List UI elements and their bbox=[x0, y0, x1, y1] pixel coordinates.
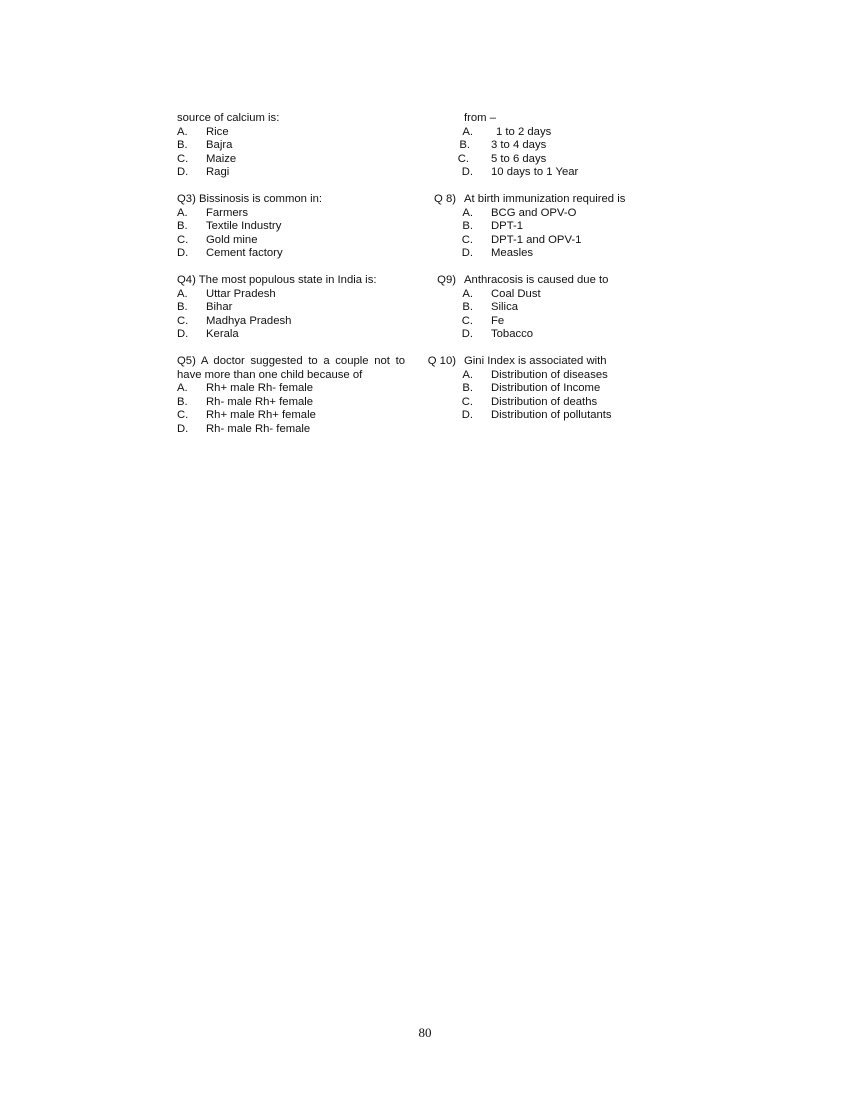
option-text: Kerala bbox=[206, 328, 239, 340]
option-letter: A. bbox=[462, 125, 473, 138]
option-letter: C. bbox=[457, 152, 469, 165]
option-a bbox=[177, 288, 417, 302]
question-text: At birth immunization required is bbox=[464, 193, 626, 205]
option-text: Rh- male Rh+ female bbox=[206, 395, 314, 408]
option-text: Textile Industry bbox=[206, 220, 282, 232]
option-b bbox=[410, 382, 650, 396]
question-number: Q9) bbox=[437, 274, 456, 286]
option-letter: C. bbox=[177, 233, 189, 246]
option-d bbox=[177, 328, 417, 342]
option-c bbox=[410, 234, 650, 248]
option-text: Distribution of diseases bbox=[491, 368, 608, 381]
question-text: Q3) Bissinosis is common in: bbox=[177, 193, 323, 205]
option-d bbox=[177, 423, 417, 437]
option-c bbox=[410, 396, 650, 410]
option-letter: D. bbox=[177, 328, 189, 340]
option-letter: B. bbox=[462, 220, 473, 232]
option-b bbox=[410, 220, 650, 234]
option-a bbox=[410, 288, 650, 302]
option-letter: D. bbox=[177, 247, 189, 259]
option-text: Rice bbox=[206, 125, 229, 138]
option-letter: D. bbox=[461, 328, 473, 340]
option-text: Tobacco bbox=[491, 328, 534, 340]
option-letter: A. bbox=[462, 287, 473, 300]
option-text: Measles bbox=[491, 247, 534, 259]
question-text: source of calcium is: bbox=[177, 112, 280, 124]
option-text: 3 to 4 days bbox=[491, 139, 547, 151]
option-c bbox=[177, 315, 417, 329]
question-block-q3 bbox=[177, 193, 417, 261]
option-letter: D. bbox=[461, 409, 473, 421]
question-block-q9 bbox=[410, 274, 650, 342]
option-text: Rh+ male Rh- female bbox=[206, 382, 314, 394]
option-c bbox=[177, 409, 417, 423]
option-letter: C. bbox=[177, 409, 189, 421]
option-letter: C. bbox=[461, 314, 473, 327]
option-b bbox=[177, 220, 417, 234]
option-text: Rh- male Rh- female bbox=[206, 422, 311, 435]
option-d bbox=[410, 409, 650, 423]
option-b bbox=[177, 139, 417, 153]
question-text: Gini Index is associated with bbox=[464, 355, 607, 367]
option-letter: B. bbox=[177, 139, 188, 151]
option-letter: A. bbox=[177, 125, 188, 138]
option-a bbox=[177, 382, 417, 396]
option-letter: C. bbox=[461, 395, 473, 408]
right-column bbox=[410, 112, 650, 436]
option-letter: A. bbox=[177, 287, 188, 300]
option-text: Farmers bbox=[206, 206, 249, 219]
option-text: 1 to 2 days bbox=[496, 125, 552, 138]
option-text: Bajra bbox=[206, 139, 233, 151]
option-text: Maize bbox=[206, 152, 237, 165]
option-text: DPT-1 and OPV-1 bbox=[491, 233, 582, 246]
option-c bbox=[410, 153, 650, 167]
option-letter: B. bbox=[462, 301, 473, 313]
question-block-q4 bbox=[177, 274, 417, 342]
option-letter: A. bbox=[462, 368, 473, 381]
left-column bbox=[177, 112, 417, 450]
option-letter: B. bbox=[177, 395, 188, 408]
question-block-q5 bbox=[177, 355, 417, 436]
option-d bbox=[177, 166, 417, 180]
option-text: Distribution of pollutants bbox=[491, 409, 612, 421]
option-a bbox=[177, 126, 417, 140]
option-text: 10 days to 1 Year bbox=[491, 166, 579, 178]
option-letter: D. bbox=[461, 166, 473, 178]
option-letter: B. bbox=[459, 139, 470, 151]
question-text: from – bbox=[464, 112, 497, 124]
option-text: Ragi bbox=[206, 166, 230, 178]
option-b bbox=[410, 139, 650, 153]
option-d bbox=[177, 247, 417, 261]
option-a bbox=[410, 126, 650, 140]
option-c bbox=[177, 234, 417, 248]
option-a bbox=[177, 207, 417, 221]
question-number: Q 8) bbox=[434, 193, 456, 205]
option-letter: D. bbox=[461, 247, 473, 259]
page-number: 80 bbox=[418, 1025, 432, 1040]
option-c bbox=[410, 315, 650, 329]
option-text: BCG and OPV-O bbox=[491, 206, 577, 219]
question-block-q7-continued bbox=[410, 112, 650, 180]
option-letter: A. bbox=[177, 382, 188, 394]
option-text: Distribution of deaths bbox=[491, 395, 598, 408]
option-text: Madhya Pradesh bbox=[206, 314, 292, 327]
option-a bbox=[410, 207, 650, 221]
option-letter: C. bbox=[177, 152, 189, 165]
option-d bbox=[410, 166, 650, 180]
option-letter: B. bbox=[462, 382, 473, 394]
option-text: Fe bbox=[491, 314, 505, 327]
question-block-calcium bbox=[177, 112, 417, 180]
question-block-q8 bbox=[410, 193, 650, 261]
question-text: Q4) The most populous state in India is: bbox=[177, 274, 377, 286]
option-letter: A. bbox=[177, 206, 188, 219]
option-c bbox=[177, 153, 417, 167]
option-letter: C. bbox=[177, 314, 189, 327]
question-text-line-2: have more than one child because of bbox=[177, 368, 363, 381]
option-text: Uttar Pradesh bbox=[206, 287, 276, 300]
option-b bbox=[177, 301, 417, 315]
option-text: DPT-1 bbox=[491, 220, 524, 232]
option-letter: C. bbox=[461, 233, 473, 246]
question-text-line-1: Q5) A doctor suggested to a couple not to bbox=[177, 355, 405, 367]
option-text: Cement factory bbox=[206, 247, 283, 259]
option-text: Distribution of Income bbox=[491, 382, 601, 394]
option-b bbox=[410, 301, 650, 315]
question-block-q10 bbox=[410, 355, 650, 423]
option-a bbox=[410, 369, 650, 383]
option-letter: D. bbox=[177, 422, 189, 435]
option-letter: D. bbox=[177, 166, 189, 178]
option-text: 5 to 6 days bbox=[491, 152, 547, 165]
question-text: Anthracosis is caused due to bbox=[464, 274, 609, 286]
option-letter: A. bbox=[462, 206, 473, 219]
option-text: Bihar bbox=[206, 301, 233, 313]
option-b bbox=[177, 396, 417, 410]
option-text: Coal Dust bbox=[491, 287, 541, 300]
option-d bbox=[410, 247, 650, 261]
option-d bbox=[410, 328, 650, 342]
option-text: Gold mine bbox=[206, 233, 258, 246]
option-letter: B. bbox=[177, 220, 188, 232]
option-text: Silica bbox=[491, 301, 518, 313]
option-letter: B. bbox=[177, 301, 188, 313]
question-number: Q 10) bbox=[427, 355, 456, 367]
option-text: Rh+ male Rh+ female bbox=[206, 409, 316, 421]
